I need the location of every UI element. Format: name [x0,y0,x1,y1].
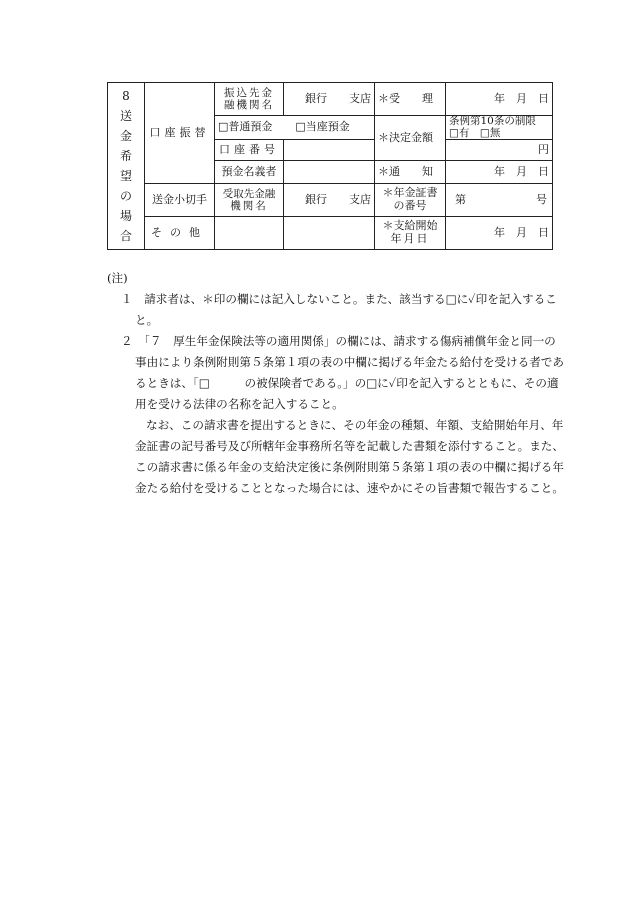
furikomi-bank-label: 振込先金 融機関名 [215,83,284,116]
futsu-checkbox[interactable]: □普通預金 [218,120,273,134]
tsuchi-date-field[interactable]: 年 月 日 [446,161,553,184]
koza-furikae-label: 口座振替 [145,83,215,184]
note-item-1: １ 請求者は、＊印の欄には記入しないこと。また、該当する□に✓印を記入すること。 [121,292,557,327]
shosho-number-field[interactable] [446,184,553,217]
koza-bango-field[interactable] [284,140,375,161]
section-title-char: 希 [119,149,132,164]
soukin-kogitte-label: 送金小切手 [145,184,215,217]
note-item-2-continuation: なお、この請求書を提出するときに、その年金の種類、年額、支給開始年月、年金証書の記号番号及び所轄年金事務所名等を記載した書類を添付すること。また、この請求書に係る年金の支給決定後に条例附則第５条第１項の表の中欄に掲げる年金たる給付を受けることとなった場合には、速やかにその旨書類で報告すること。 [135,418,564,495]
notes-section [107,268,567,499]
juri-label: ＊受 理 [375,83,446,116]
koza-bango-label: 口座番号 [215,140,284,161]
jorei-limit-field[interactable] [446,116,553,140]
juri-date-field[interactable]: 年 月 日 [446,83,553,116]
dai-label: 第 [455,192,466,206]
kettei-label: ＊決定金額 [375,116,446,161]
remittance-table [107,82,553,250]
go-label: 号 [536,192,547,206]
note-item-2: ２ 「７ 厚生年金保険法等の適用関係」の欄には、請求する傷病補償年金と同一の事由により条例附則第５条第１項の表の中欄に掲げる年金たる給付を受ける者であるときは、「□ の被保険者である。」の□に✓印を記入するとともに、その適用を受ける法律の名称を記入すること。 [121,334,564,411]
meigi-label: 預金名義者 [215,161,284,184]
shosho-label: ＊年金証書 の番号 [375,184,446,217]
section-title-char: 望 [119,169,132,184]
uketori-bank-label: 受取先金融 機関名 [215,184,284,217]
notes-heading: (注) [107,271,128,285]
section-title-char: 合 [119,229,132,244]
sonota-field-1[interactable] [215,217,284,250]
kaishi-label: ＊支給開始 年月日 [375,217,446,250]
section-8-label [108,83,145,250]
section-title-char: 送 [119,109,132,124]
tsuchi-label: ＊通 知 [375,161,446,184]
furikomi-bank-field[interactable]: 銀行 支店 [284,83,375,116]
section-title-char: 金 [119,129,132,144]
kettei-amount-field[interactable]: 円 [446,140,553,161]
section-title-char: の [119,189,132,204]
meigi-field[interactable] [284,161,375,184]
account-type-options [215,116,375,140]
toza-checkbox[interactable]: □当座預金 [295,120,350,134]
sonota-field-2[interactable] [284,217,375,250]
sonota-label: その他 [145,217,215,250]
kaishi-date-field[interactable]: 年 月 日 [446,217,553,250]
section-title-char: 場 [119,209,132,224]
section-number: 8 [122,89,130,104]
jorei-line-1: 条例第10条の制限 [449,115,536,127]
uketori-bank-field[interactable]: 銀行 支店 [284,184,375,217]
jorei-line-2: □有 □無 [449,126,501,139]
